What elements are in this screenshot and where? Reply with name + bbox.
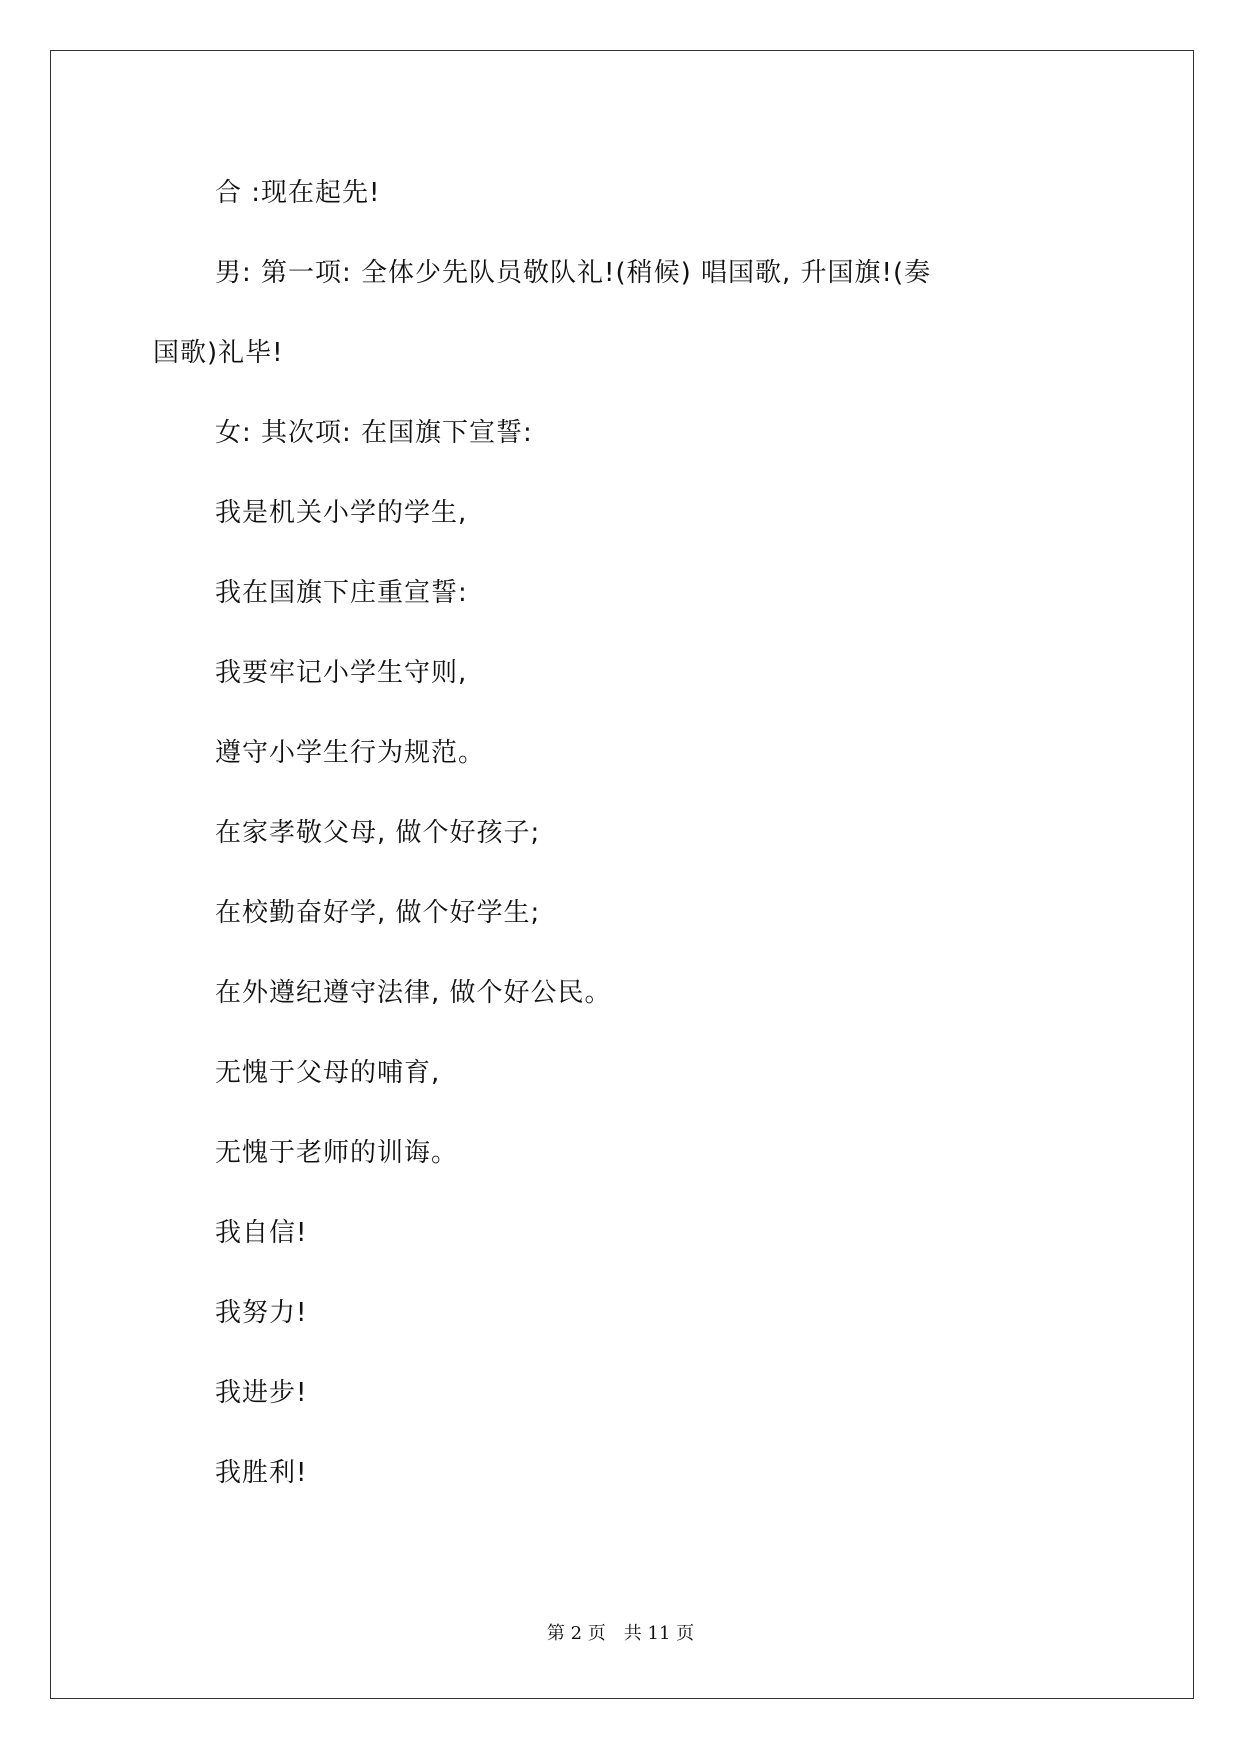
paragraph-line: 我在国旗下庄重宣誓:	[215, 578, 468, 608]
page-number: 第 2 页	[546, 1623, 606, 1644]
paragraph-line: 我要牢记小学生守则,	[215, 658, 468, 688]
page-total: 共 11 页	[623, 1623, 695, 1644]
paragraph-line: 我努力!	[215, 1298, 308, 1328]
page-footer	[0, 1622, 1241, 1646]
paragraph-line: 我胜利!	[215, 1458, 308, 1488]
paragraph-line: 无愧于老师的训诲。	[215, 1138, 459, 1168]
paragraph-line: 女: 其次项: 在国旗下宣誓:	[215, 418, 533, 448]
paragraph-line: 无愧于父母的哺育,	[215, 1058, 441, 1088]
paragraph-line: 我是机关小学的学生,	[215, 498, 468, 528]
page-border	[50, 50, 1194, 1699]
paragraph-line: 在外遵纪遵守法律, 做个好公民。	[215, 978, 612, 1008]
paragraph-line: 国歌)礼毕!	[153, 338, 284, 368]
paragraph-line: 男: 第一项: 全体少先队员敬队礼!(稍候) 唱国歌, 升国旗!(奏	[215, 258, 932, 288]
paragraph-line: 在校勤奋好学, 做个好学生;	[215, 898, 541, 928]
paragraph-line: 我进步!	[215, 1378, 308, 1408]
paragraph-line: 遵守小学生行为规范。	[215, 738, 486, 768]
paragraph-line: 合 :现在起先!	[215, 178, 381, 208]
paragraph-line: 我自信!	[215, 1218, 308, 1248]
paragraph-line: 在家孝敬父母, 做个好孩子;	[215, 818, 541, 848]
